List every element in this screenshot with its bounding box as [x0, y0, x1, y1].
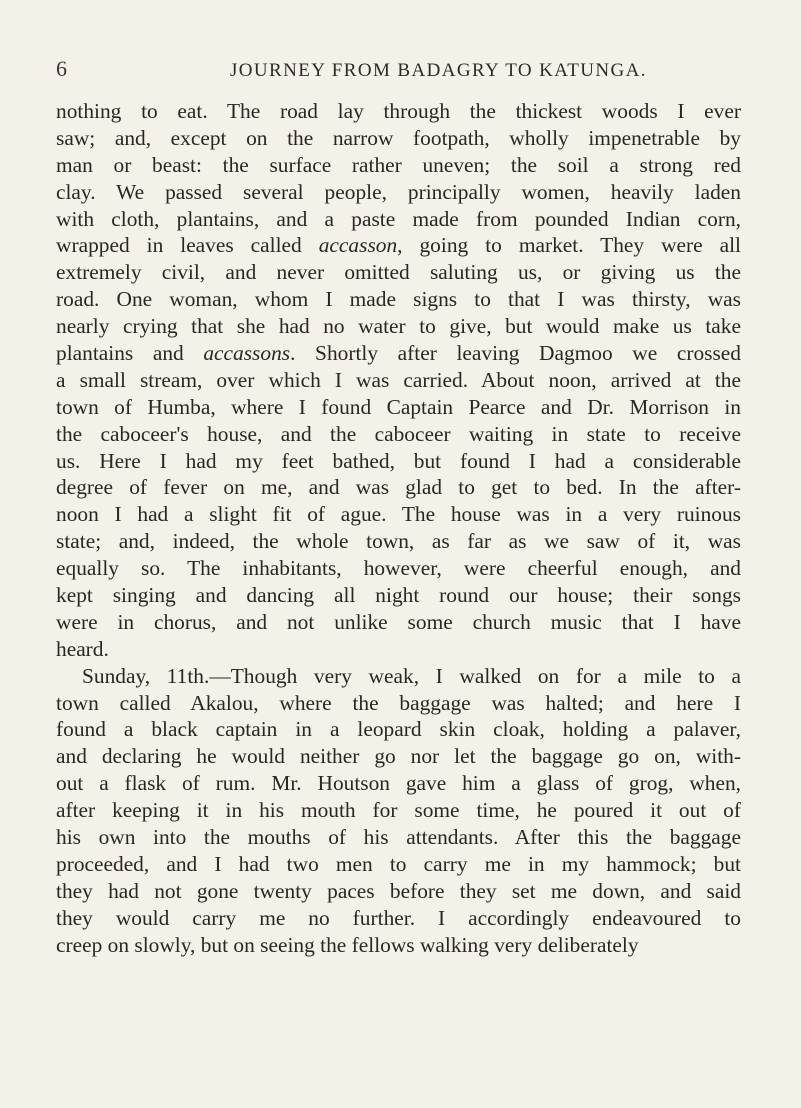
text-line: road. One woman, whom I made signs to that I was thirsty, was	[56, 287, 741, 312]
text-line: creep on slowly, but on seeing the fellows walking very deliberately	[56, 932, 639, 957]
text-line: wrapped in leaves called accasson, going to market. They were all	[56, 233, 741, 258]
text-line: found a black captain in a leopard skin cloak, holding a palaver,	[56, 717, 741, 742]
text-line: were in chorus, and not unlike some church music that I have	[56, 609, 741, 634]
text-line: extremely civil, and never omitted saluting us, or giving us the	[56, 260, 741, 285]
text-line: his own into the mouths of his attendants. After this the baggage	[56, 825, 741, 850]
text-line: they would carry me no further. I accordingly endeavoured to	[56, 905, 741, 930]
italic-term: accasson	[318, 233, 398, 258]
text-line: state; and, indeed, the whole town, as far as we saw of it, was	[56, 529, 741, 554]
italic-term: accassons	[203, 341, 291, 366]
text-line: clay. We passed several people, principally women, heavily laden	[56, 179, 741, 204]
text-line: plantains and accassons. Shortly after leaving Dagmoo we crossed	[56, 341, 741, 366]
text-line: town of Humba, where I found Captain Pearce and Dr. Morrison in	[56, 394, 741, 419]
text-line: equally so. The inhabitants, however, were cheerful enough, and	[56, 556, 741, 581]
text-line: out a flask of rum. Mr. Houtson gave him a glass of grog, when,	[56, 771, 741, 796]
text-line: degree of fever on me, and was glad to get to bed. In the after-	[56, 475, 741, 500]
text-line: the caboceer's house, and the caboceer waiting in state to receive	[56, 421, 741, 446]
text-line: kept singing and dancing all night round our house; their songs	[56, 583, 741, 608]
text-line: proceeded, and I had two men to carry me in my hammock; but	[56, 851, 741, 876]
text-line: nothing to eat. The road lay through the thickest woods I ever	[56, 99, 741, 123]
running-head	[56, 56, 736, 84]
page-number: 6	[56, 56, 67, 81]
running-title: JOURNEY FROM BADAGRY TO KATUNGA.	[230, 60, 647, 81]
text-line: and declaring he would neither go nor let the baggage go on, with-	[56, 744, 741, 769]
text-line: nearly crying that she had no water to give, but would make us take	[56, 314, 741, 339]
text-line: noon I had a slight fit of ague. The house was in a very ruinous	[56, 502, 741, 527]
text-line: Sunday, 11th.—Though very weak, I walked on for a mile to a	[82, 663, 741, 688]
text-line: man or beast: the surface rather uneven; the soil a strong red	[56, 152, 741, 177]
text-line: a small stream, over which I was carried. About noon, arrived at the	[56, 367, 741, 392]
text-line: us. Here I had my feet bathed, but found I had a considerable	[56, 448, 741, 473]
text-line: after keeping it in his mouth for some time, he poured it out of	[56, 798, 741, 823]
text-line: heard.	[56, 636, 109, 661]
text-line: town called Akalou, where the baggage was halted; and here I	[56, 690, 741, 715]
text-line: with cloth, plantains, and a paste made from pounded Indian corn,	[56, 206, 741, 231]
text-line: they had not gone twenty paces before they set me down, and said	[56, 878, 741, 903]
body-text	[56, 98, 741, 959]
text-line: saw; and, except on the narrow footpath, wholly impenetrable by	[56, 125, 741, 150]
